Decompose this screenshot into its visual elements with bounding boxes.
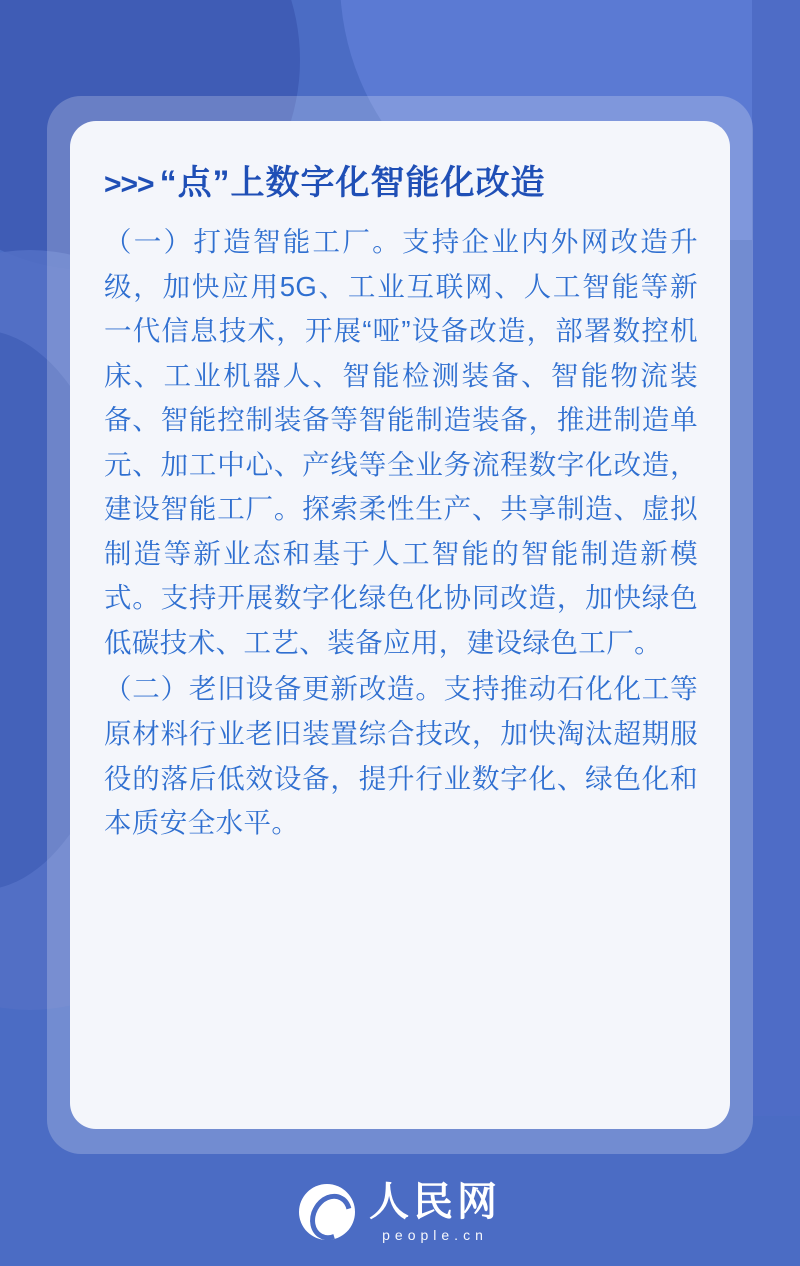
people-cn-logo-icon xyxy=(299,1184,355,1240)
page-title-text: “点”上数字化智能化改造 xyxy=(159,164,546,202)
poster-content-card xyxy=(70,121,730,1129)
document-body xyxy=(100,220,704,846)
logo-text xyxy=(369,1182,501,1242)
page-title xyxy=(104,155,704,204)
logo-brand-en: people.cn xyxy=(382,1227,488,1243)
site-logo xyxy=(0,1182,800,1242)
logo-brand-cn: 人民网 xyxy=(369,1180,501,1224)
paragraph-one: （一）打造智能工厂。支持企业内外网改造升级，加快应用5G、工业互联网、人工智能等新一代信息技术，开展“哑”设备改造，部署数控机床、工业机器人、智能检测装备、智能物流装备、智能控制装备等智能制造装备，推进制造单元、加工中心、产线等全业务流程数字化改造，建设智能工厂。探索柔性生产、共享制造、虚拟制造等新业态和基于人工智能的智能制造新模式。支持开展数字化绿色化协同改造，加快绿色低碳技术、工艺、装备应用，建设绿色工厂。 xyxy=(104,226,698,658)
paragraph-two: （二）老旧设备更新改造。支持推动石化化工等原材料行业老旧装置综合技改，加快淘汰超期服役的落后低效设备，提升行业数字化、绿色化和本质安全水平。 xyxy=(104,673,698,839)
background-strip-right xyxy=(752,0,800,1266)
chevron-right-triple-icon: >>> xyxy=(104,168,154,201)
